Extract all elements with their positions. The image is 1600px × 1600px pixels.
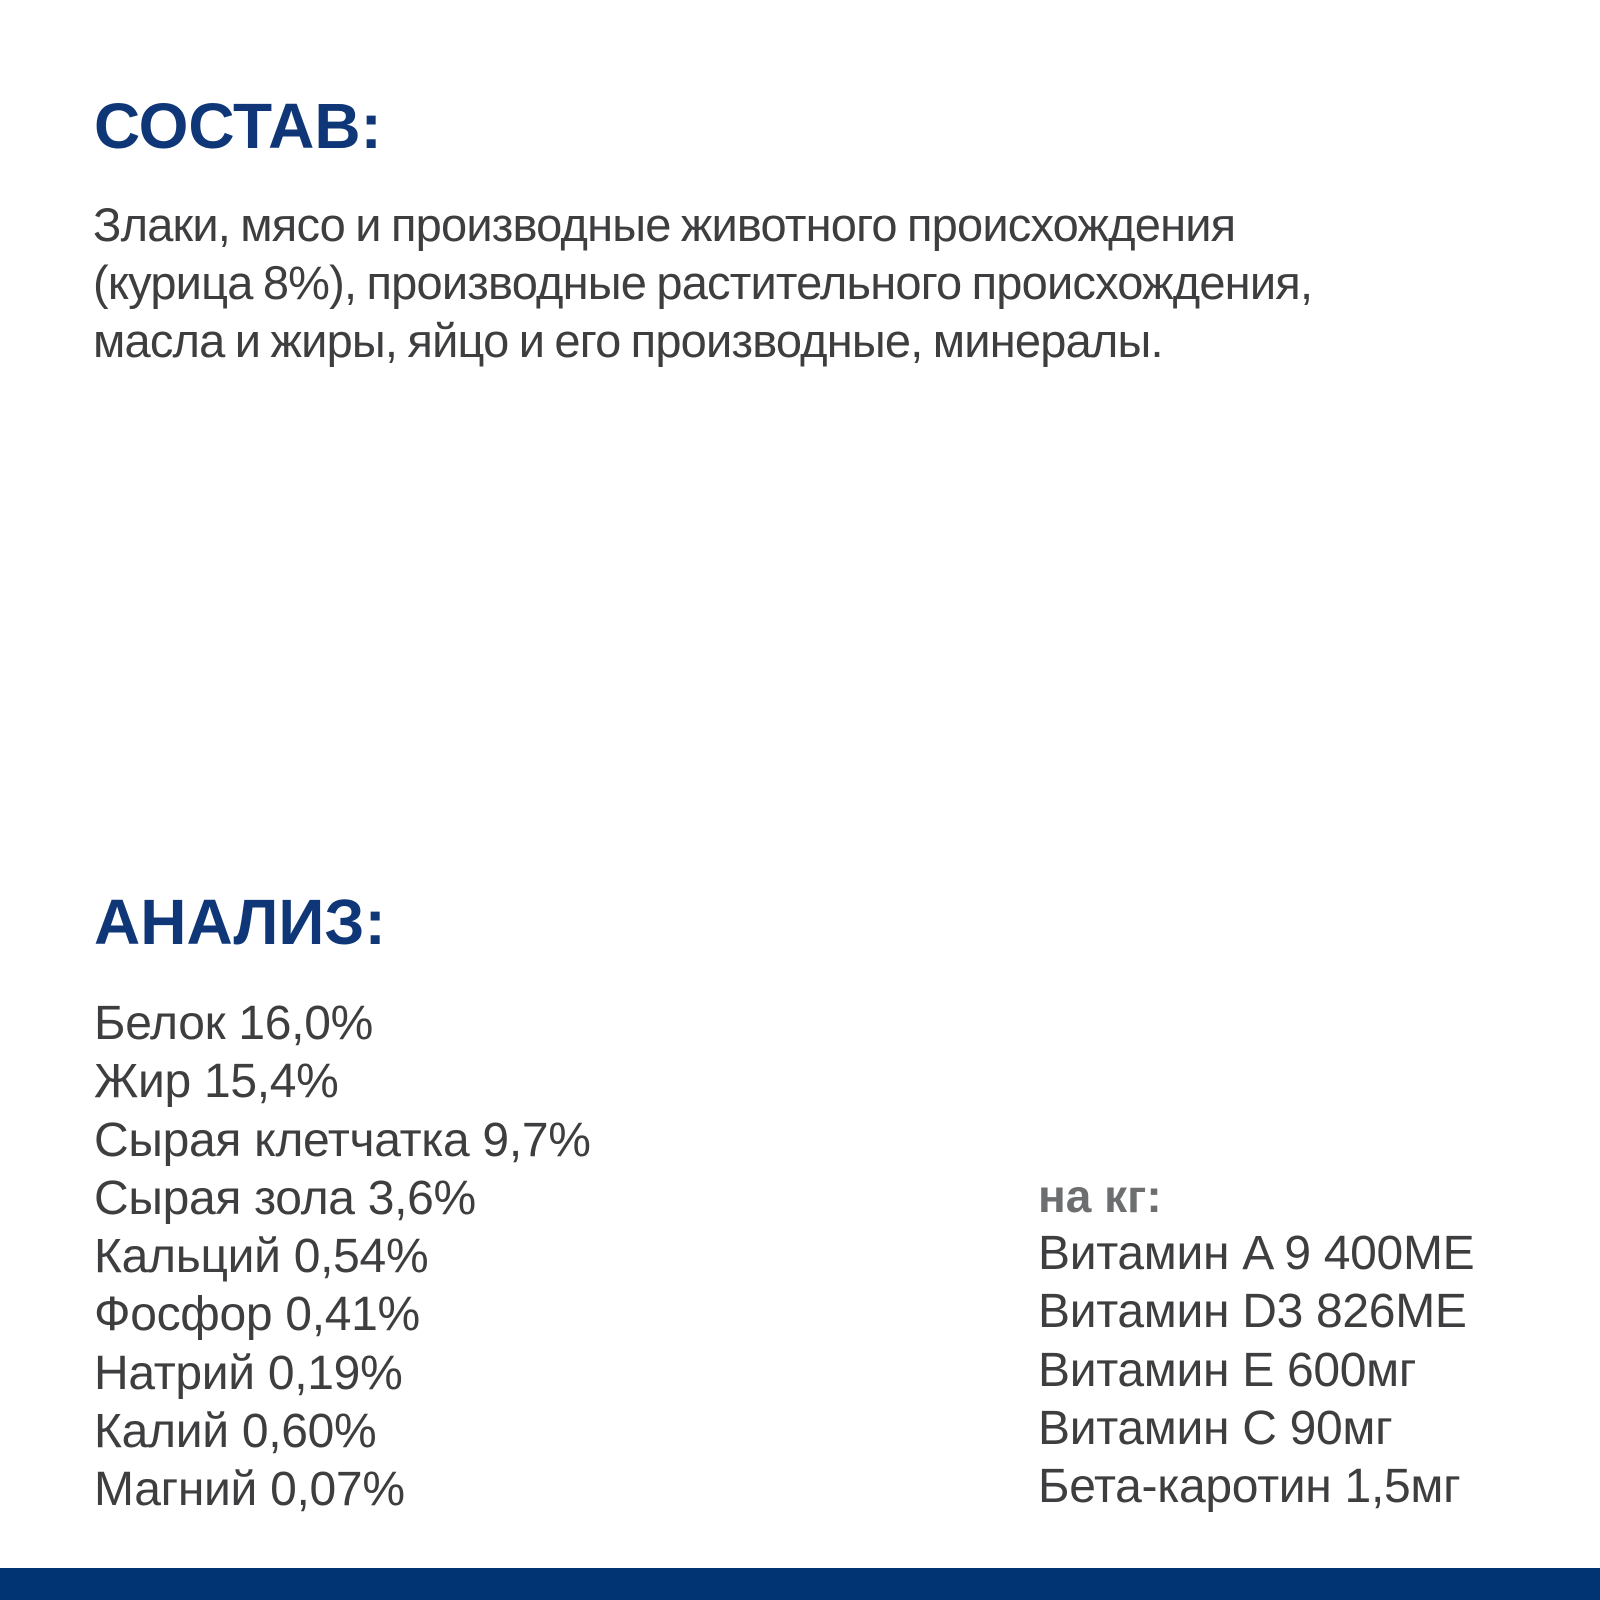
analysis-heading: АНАЛИЗ:: [94, 886, 386, 958]
footer-bar: [0, 1568, 1600, 1600]
vitamins-block: [1038, 1167, 1474, 1516]
analysis-item: Сырая клетчатка 9,7%: [94, 1113, 591, 1167]
analysis-item: Жир 15,4%: [94, 1055, 339, 1109]
composition-line: Злаки, мясо и производные животного происхождения: [93, 198, 1236, 251]
vitamin-item: Бета-каротин 1,5мг: [1038, 1460, 1461, 1514]
vitamin-item: Витамин E 600мг: [1038, 1343, 1417, 1397]
analysis-item: Калий 0,60%: [94, 1405, 377, 1459]
vitamin-item: Витамин C 90мг: [1038, 1401, 1393, 1455]
analysis-item: Кальций 0,54%: [94, 1230, 429, 1284]
analysis-item: Белок 16,0%: [94, 997, 373, 1050]
per-kg-label: на кг:: [1038, 1170, 1162, 1222]
analysis-item: Сырая зола 3,6%: [94, 1171, 476, 1225]
vitamins-list: [1038, 1225, 1474, 1516]
composition-text: [93, 196, 1553, 370]
vitamin-item: Витамин D3 826МЕ: [1038, 1285, 1467, 1339]
vitamin-item: Витамин A 9 400МЕ: [1038, 1227, 1475, 1280]
composition-line: масла и жиры, яйцо и его производные, минералы.: [93, 314, 1163, 367]
analysis-item: Фосфор 0,41%: [94, 1288, 420, 1342]
analysis-item: Магний 0,07%: [94, 1463, 405, 1517]
analysis-item: Натрий 0,19%: [94, 1346, 403, 1400]
composition-heading: СОСТАВ:: [94, 90, 382, 162]
composition-line: (курица 8%), производные растительного происхождения,: [93, 256, 1313, 309]
analysis-list: [94, 995, 591, 1520]
